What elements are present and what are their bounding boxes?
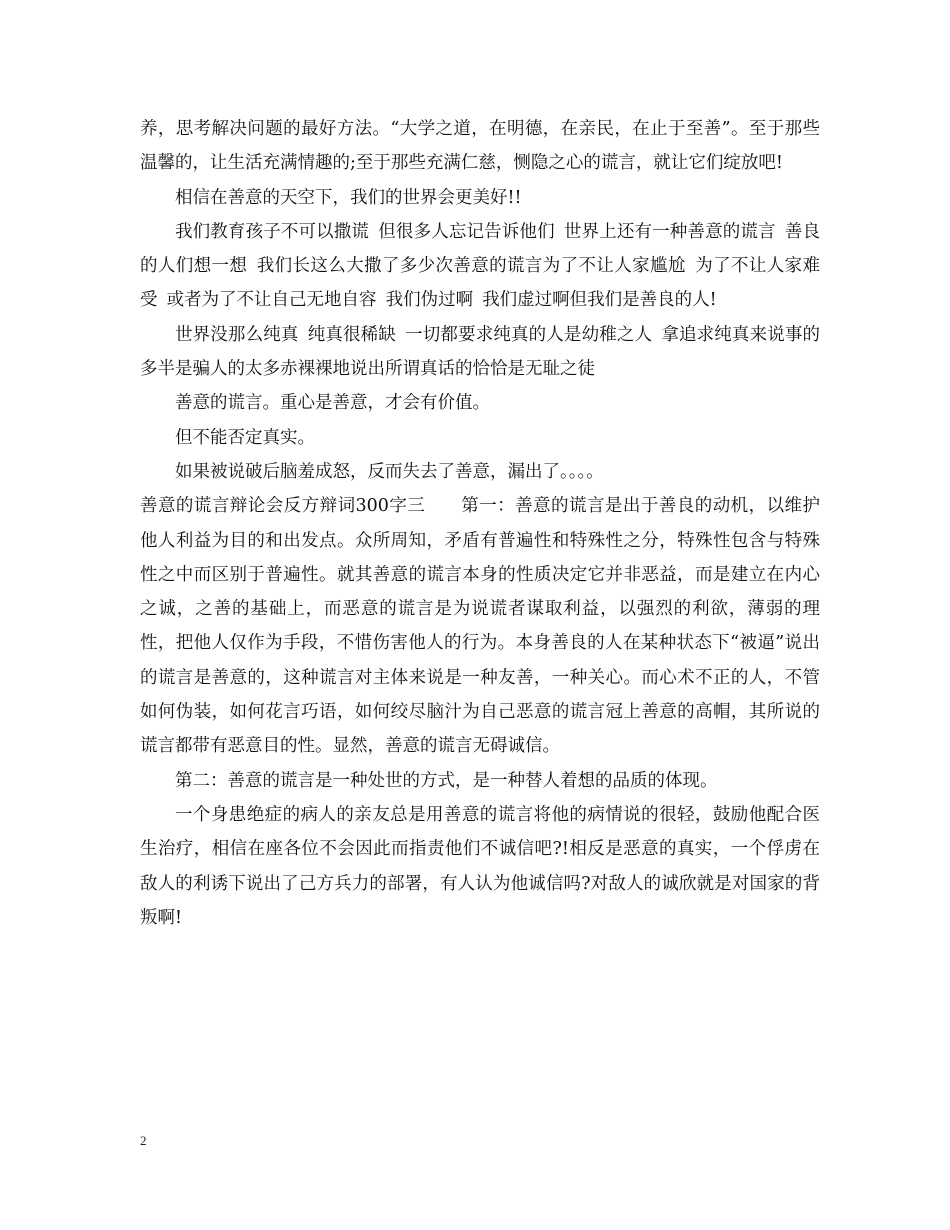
- paragraph: 一个身患绝症的病人的亲友总是用善意的谎言将他的病情说的很轻，鼓励他配合医生治疗，相信在座各位不会因此而指责他们不诚信吧?!相反是恶意的真实，一个俘虏在敌人的利诱下说出了己方兵力的部署，有人认为他诚信吗?对敌人的诚欣就是对国家的背叛啊!: [140, 804, 820, 928]
- document-body: [140, 112, 820, 935]
- paragraph: 善意的谎言辩论会反方辩词300字三 第一：善意的谎言是出于善良的动机，以维护他人利益为目的和出发点。众所周知，矛盾有普遍性和特殊性之分，特殊性包含与特殊性之中而区别于普遍性。就其善意的谎言本身的性质决定它并非恶益，而是建立在内心之诚，之善的基础上，而恶意的谎言是为说谎者谋取利益，以强烈的利欲，薄弱的理性，把他人仅作为手段，不惜伤害他人的行为。本身善良的人在某种状态下“被逼”说出的谎言是善意的，这种谎言对主体来说是一种友善，一种关心。而心术不正的人，不管如何伪装，如何花言巧语，如何绞尽脑汁为自己恶意的谎言冠上善意的高帽，其所说的谎言都带有恶意目的性。显然，善意的谎言无碍诚信。: [140, 496, 820, 757]
- page-number: 2: [140, 1133, 147, 1148]
- paragraph: 如果被说破后脑羞成怒，反而失去了善意，漏出了。。。。: [175, 461, 604, 482]
- paragraph: 相信在善意的天空下，我们的世界会更美好!!: [175, 187, 522, 208]
- paragraph: 善意的谎言。重心是善意，才会有价值。: [175, 393, 490, 414]
- paragraph: 世界没那么纯真 纯真很稀缺 一切都要求纯真的人是幼稚之人 拿追求纯真来说事的多半是骗人的太多赤裸裸地说出所谓真话的恰恰是无耻之徒: [140, 324, 820, 380]
- paragraph: 养，思考解决问题的最好方法。“大学之道，在明德，在亲民，在止于至善”。至于那些温馨的，让生活充满情趣的;至于那些充满仁慈，恻隐之心的谎言，就让它们绽放吧!: [140, 119, 820, 174]
- paragraph: 但不能否定真实。: [175, 427, 315, 448]
- paragraph: 我们教育孩子不可以撒谎 但很多人忘记告诉他们 世界上还有一种善意的谎言 善良的人们想一想 我们长这么大撒了多少次善意的谎言为了不让人家尴尬 为了不让人家难受 或者为了不让自己无地自容 我们伪过啊 我们虚过啊但我们是善良的人!: [140, 221, 820, 311]
- paragraph: 第二：善意的谎言是一种处世的方式，是一种替人着想的品质的体现。: [175, 770, 718, 791]
